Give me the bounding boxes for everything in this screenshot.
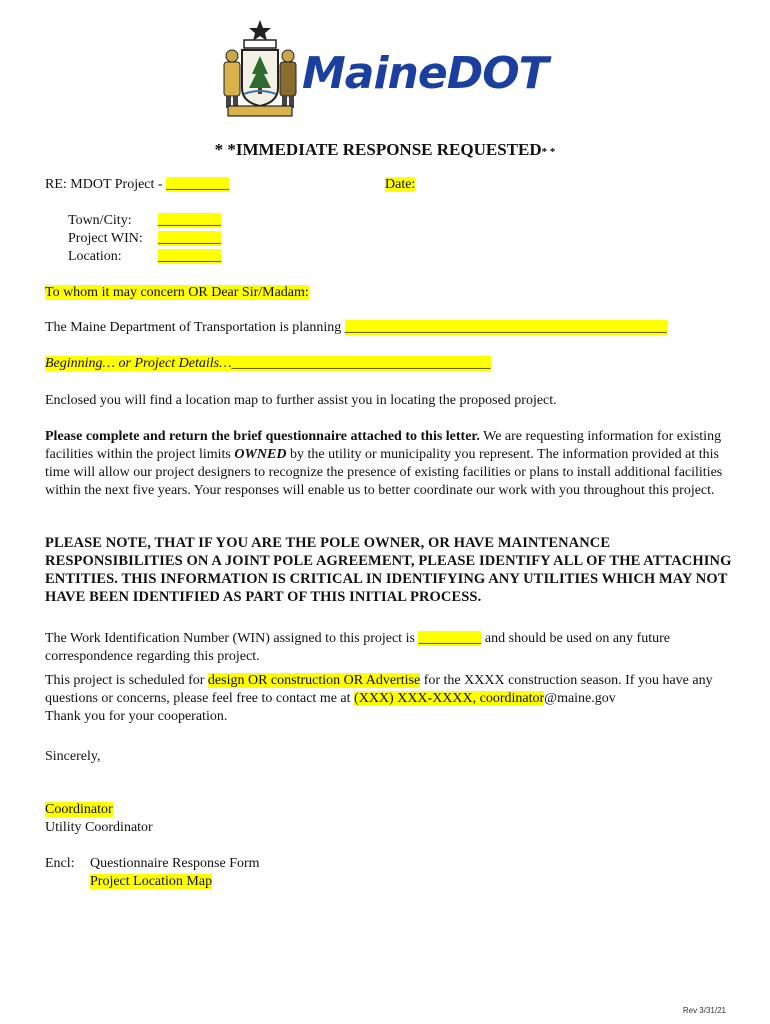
- page-title: [0, 140, 770, 160]
- win-number-blank[interactable]: _________: [418, 631, 482, 646]
- greeting-text: To whom it may concern OR Dear Sir/Madam:: [45, 285, 309, 300]
- closing: Sincerely,: [45, 749, 101, 764]
- revision-footer: Rev 3/31/21: [682, 1006, 726, 1015]
- details-text: Beginning… or Project Details…: [45, 356, 232, 371]
- enclosure-item-map: [90, 874, 212, 890]
- mainedot-logo: [218, 18, 552, 122]
- date-line: [385, 177, 415, 193]
- enclosed-text: Enclosed you will find a location map to further assist you in locating the proposed project.: [45, 393, 557, 408]
- win-text: The Work Identification Number (WIN) assigned to this project is: [45, 631, 419, 646]
- questionnaire-text-2: by the utility or municipality you represent. The information provided at this time will allow our project designers to recognize the presence of existing facilities or plans to install additional facilities within the next five years. Your responses will enable us to better coordinate our work with you throughout this project.: [45, 447, 723, 498]
- field-win: [68, 231, 221, 247]
- details-blank[interactable]: _____________________________________: [231, 356, 491, 371]
- win-blank[interactable]: _________: [158, 231, 221, 246]
- re-line: [45, 177, 229, 193]
- schedule-text: This project is scheduled for: [45, 673, 208, 688]
- enclosed-line: [45, 393, 557, 409]
- schedule-phase: design OR construction OR Advertise: [207, 673, 421, 688]
- greeting: [45, 285, 309, 301]
- state-seal-icon: [218, 18, 302, 122]
- owned-emphasis: OWNED: [234, 447, 287, 462]
- town-blank[interactable]: _________: [158, 213, 221, 228]
- contact-email-domain: @maine.gov: [544, 691, 616, 706]
- questionnaire-paragraph: [45, 428, 735, 500]
- thanks-text: Thank you for your cooperation.: [45, 709, 228, 724]
- field-label: Project WIN:: [68, 231, 143, 246]
- logo-wordmark: MaineDOT: [302, 48, 548, 99]
- enclosure-item: Questionnaire Response Form: [90, 856, 260, 871]
- field-label: Location:: [68, 249, 122, 264]
- questionnaire-bold: Please complete and return the brief questionnaire attached to this letter.: [45, 429, 480, 444]
- schedule-text-2: for the XXXX construction season. If you have any questions or concerns, please feel free to contact me at: [45, 673, 713, 706]
- field-label: Town/City:: [68, 213, 132, 228]
- coordinator-name: Coordinator: [45, 802, 113, 817]
- details-line: [45, 356, 491, 372]
- project-blank[interactable]: _________: [166, 177, 230, 192]
- pole-owner-note: PLEASE NOTE, THAT IF YOU ARE THE POLE OWNER, OR HAVE MAINTENANCE RESPONSIBILITIES ON A JOINT POLE AGREEMENT, PLEASE IDENTIFY ALL OF THE ATTACHING ENTITIES. THIS INFORMATION IS CRITICAL IN IDENTIFYING ANY UTILITIES WHICH MAY NOT HAVE BEEN IDENTIFIED AS PART OF THIS INITIAL PROCESS.: [45, 535, 732, 605]
- contact-phone: (XXX) XXX-XXXX, coordinator: [354, 691, 545, 706]
- win-paragraph: [45, 630, 735, 666]
- location-blank[interactable]: _________: [158, 249, 221, 264]
- schedule-paragraph: [45, 672, 735, 726]
- re-label: RE: MDOT Project -: [45, 177, 167, 192]
- win-text-2: and should be used on any future correspondence regarding this project.: [45, 631, 670, 664]
- enclosure-map-text: Project Location Map: [90, 874, 213, 889]
- signature-title: Utility Coordinator: [45, 820, 153, 835]
- enclosure-label: Encl:: [45, 856, 75, 871]
- questionnaire-text: We are requesting information for existing facilities within the project limits: [45, 429, 722, 462]
- title-tail: * *: [541, 146, 556, 158]
- field-location: [68, 249, 221, 265]
- planning-line: [45, 320, 667, 336]
- field-town: [68, 213, 221, 229]
- title-text: * *IMMEDIATE RESPONSE REQUESTED: [214, 140, 542, 159]
- signature-name: [45, 802, 113, 818]
- planning-text: The Maine Department of Transportation is planning: [45, 320, 345, 335]
- planning-blank[interactable]: ______________________________________________: [344, 320, 667, 335]
- date-label: Date:: [385, 177, 416, 192]
